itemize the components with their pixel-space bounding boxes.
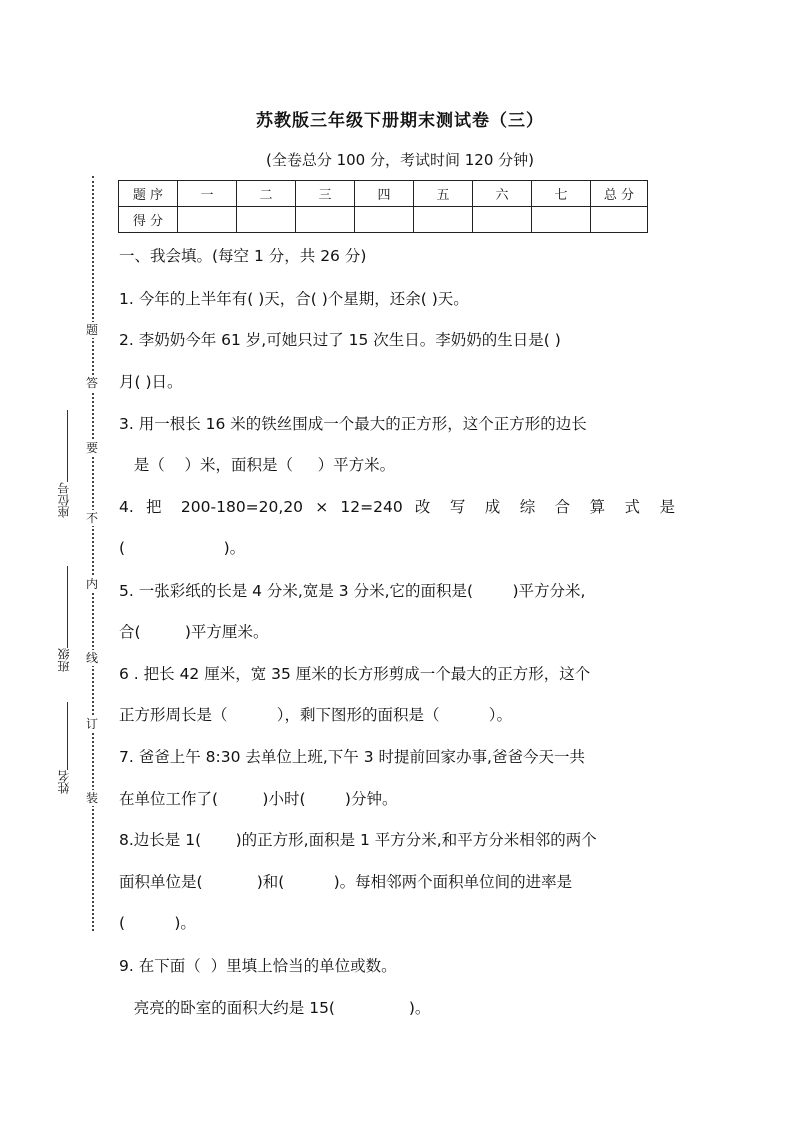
section-header: 七 <box>532 181 591 207</box>
total-score-cell[interactable] <box>591 207 648 233</box>
score-cell[interactable] <box>532 207 591 233</box>
question-line: 亮亮的卧室的面积大约是 15( )。 <box>119 999 431 1017</box>
score-table-score-row <box>119 207 648 233</box>
question-line: 在单位工作了( )小时( )分钟。 <box>119 790 398 808</box>
section-header: 二 <box>237 181 296 207</box>
question-line: ( )。 <box>119 914 196 932</box>
section-heading: 一、我会填。(每空 1 分，共 26 分) <box>119 247 367 265</box>
section-header: 六 <box>473 181 532 207</box>
binding-word: 不 <box>85 511 98 525</box>
score-label: 得 分 <box>119 207 178 233</box>
score-table <box>118 180 648 233</box>
question-line: 3. 用一根长 16 米的铁丝围成一个最大的正方形，这个正方形的边长 <box>119 415 587 433</box>
binding-word: 答 <box>85 376 98 390</box>
question-line: 8.边长是 1( )的正方形,面积是 1 平方分米,和平方分米相邻的两个 <box>119 831 597 849</box>
binding-word: 订 <box>85 717 98 731</box>
score-cell[interactable] <box>237 207 296 233</box>
binding-word: 装 <box>85 791 98 805</box>
class-underline <box>67 566 68 648</box>
name-label: 姓名 <box>57 770 71 794</box>
section-header: 一 <box>178 181 237 207</box>
binding-word: 题 <box>85 323 98 337</box>
question-line: 6 . 把长 42 厘米，宽 35 厘米的长方形剪成一个最大的正方形，这个 <box>119 665 591 683</box>
page-title: 苏教版三年级下册期末测试卷（三） <box>256 111 544 131</box>
total-score-header: 总 分 <box>591 181 648 207</box>
question-line: 7. 爸爸上午 8:30 去单位上班,下午 3 时提前回家办事,爸爸今天一共 <box>119 748 585 766</box>
seat-number-label: 座位号 <box>57 482 71 518</box>
score-table-header-row <box>119 181 648 207</box>
question-line: 正方形周长是（ ），剩下图形的面积是（ ）。 <box>119 706 513 724</box>
question-line: 面积单位是( )和( )。每相邻两个面积单位间的进率是 <box>119 873 573 891</box>
class-field <box>52 566 76 672</box>
question-line: 1. 今年的上半年有( )天，合( )个星期，还余( )天。 <box>119 290 469 308</box>
section-header: 四 <box>355 181 414 207</box>
question-line: 4. 把 200-180=20,20 × 12=240 改 写 成 综 合 算 式 是 <box>119 498 675 516</box>
question-order-label: 题 序 <box>119 181 178 207</box>
score-cell[interactable] <box>296 207 355 233</box>
binding-word: 内 <box>85 577 98 591</box>
name-field <box>52 702 76 794</box>
seat-number-underline <box>67 410 68 482</box>
section-header: 三 <box>296 181 355 207</box>
question-line: 2. 李奶奶今年 61 岁,可她只过了 15 次生日。李奶奶的生日是( ) <box>119 331 561 349</box>
score-cell[interactable] <box>178 207 237 233</box>
seat-number-field <box>52 410 76 518</box>
question-line: ( )。 <box>119 539 246 557</box>
score-cell[interactable] <box>414 207 473 233</box>
binding-dotted-line <box>92 176 94 931</box>
question-line: 合( )平方厘米。 <box>119 623 269 641</box>
section-header: 五 <box>414 181 473 207</box>
score-cell[interactable] <box>473 207 532 233</box>
binding-word: 要 <box>85 441 98 455</box>
question-line: 是（ ）米，面积是（ ）平方米。 <box>119 456 396 474</box>
question-line: 月( )日。 <box>119 373 183 391</box>
binding-word: 线 <box>85 651 98 665</box>
question-line: 5. 一张彩纸的长是 4 分米,宽是 3 分米,它的面积是( )平方分米, <box>119 582 586 600</box>
exam-info: (全卷总分 100 分，考试时间 120 分钟) <box>265 151 535 169</box>
class-label: 班级 <box>57 648 71 672</box>
question-line: 9. 在下面（ ）里填上恰当的单位或数。 <box>119 957 397 975</box>
name-underline <box>67 702 68 770</box>
score-cell[interactable] <box>355 207 414 233</box>
